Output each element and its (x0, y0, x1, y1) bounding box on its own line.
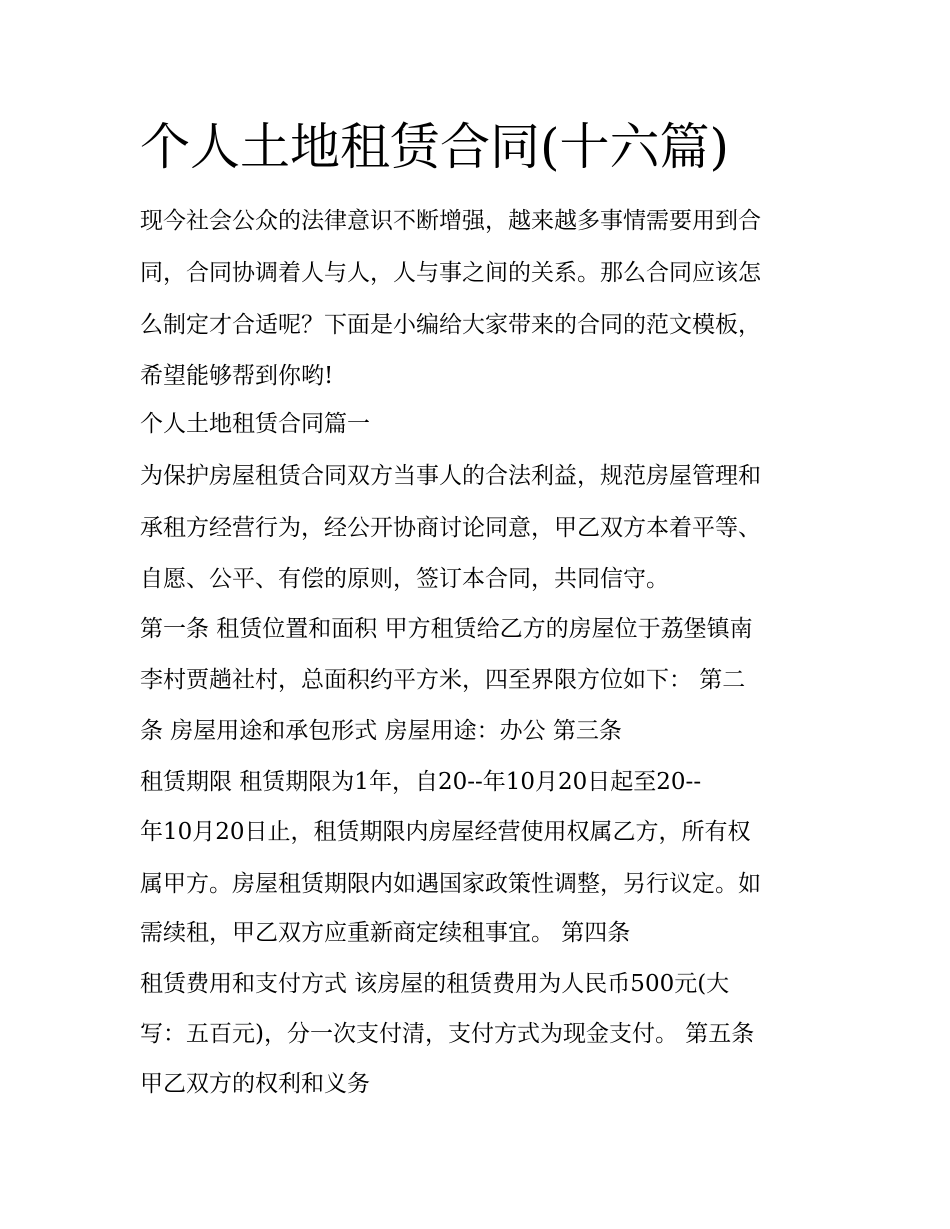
body-line-1: 为保护房屋租赁合同双方当事人的合法利益，规范房屋管理和 (140, 463, 761, 489)
clause-line-9: 写：五百元)，分一次支付清，支付方式为现金支付。 第五条 (140, 1021, 755, 1047)
intro-line-3: 么制定才合适呢？下面是小编给大家带来的合同的范文模板， (140, 312, 761, 338)
intro-line-4: 希望能够帮到你哟! (140, 363, 334, 389)
clause-line-10: 甲乙双方的权利和义务 (140, 1071, 370, 1097)
document-title: 个人土地租赁合同(十六篇) (140, 118, 730, 176)
section-heading: 个人土地租赁合同篇一 (140, 411, 370, 437)
clause-line-8: 租赁费用和支付方式 该房屋的租赁费用为人民币500元(大 (140, 971, 730, 997)
body-line-2: 承租方经营行为，经公开协商讨论同意，甲乙双方本着平等、 (140, 515, 761, 541)
clause-line-6: 属甲方。房屋租赁期限内如遇国家政策性调整，另行议定。如 (140, 871, 761, 897)
body-line-3: 自愿、公平、有偿的原则，签订本合同，共同信守。 (140, 566, 669, 592)
intro-line-2: 同，合同协调着人与人，人与事之间的关系。那么合同应该怎 (140, 260, 761, 286)
clause-line-5: 年10月20日止，租赁期限内房屋经营使用权属乙方，所有权 (140, 819, 751, 845)
clause-line-1: 第一条 租赁位置和面积 甲方租赁给乙方的房屋位于荔堡镇南 (140, 616, 753, 642)
clause-line-3: 条 房屋用途和承包形式 房屋用途：办公 第三条 (140, 718, 622, 744)
clause-line-4: 租赁期限 租赁期限为1年，自20--年10月20日起至20-- (140, 769, 702, 795)
intro-line-1: 现今社会公众的法律意识不断增强，越来越多事情需要用到合 (140, 208, 761, 234)
clause-line-7: 需续租，甲乙双方应重新商定续租事宜。 第四条 (140, 920, 631, 946)
clause-line-2: 李村贾趟社村，总面积约平方米，四至界限方位如下： 第二 (140, 667, 746, 693)
